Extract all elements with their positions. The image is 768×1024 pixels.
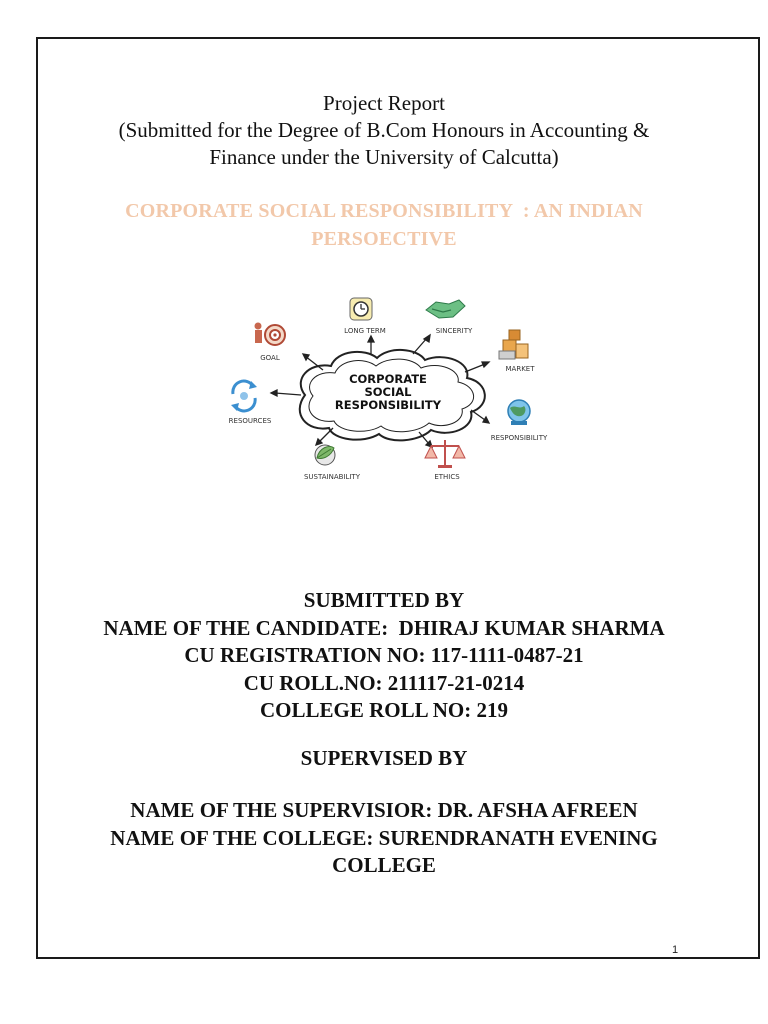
center-line-3: RESPONSIBILITY xyxy=(334,398,442,412)
submitted-block xyxy=(0,587,768,725)
target-icon xyxy=(255,323,286,346)
supervisor-block xyxy=(0,797,768,880)
college-name-line-2: COLLEGE xyxy=(332,853,436,877)
label-sincerity: SINCERITY xyxy=(435,327,473,335)
label-responsibility: RESPONSIBILITY xyxy=(490,434,548,442)
market-icon xyxy=(499,330,528,359)
label-long-term: LONG TERM xyxy=(344,327,386,335)
report-heading: Project Report xyxy=(323,91,445,115)
supervised-heading-block xyxy=(0,745,768,772)
sustainability-icon xyxy=(315,445,335,465)
project-title-line-2: PERSOECTIVE xyxy=(311,228,457,250)
label-resources: RESOURCES xyxy=(228,417,272,425)
submitted-heading: SUBMITTED BY xyxy=(303,588,465,612)
supervised-heading: SUPERVISED BY xyxy=(300,746,468,770)
center-line-1: CORPORATE xyxy=(349,372,427,386)
page-number: 1 xyxy=(671,944,679,956)
supervisor-name: NAME OF THE SUPERVISIOR: DR. AFSHA AFREEN xyxy=(130,798,638,822)
college-roll-number: COLLEGE ROLL NO: 219 xyxy=(260,698,508,722)
project-title xyxy=(0,197,768,253)
roll-number: CU ROLL.NO: 211117-21-0214 xyxy=(243,670,525,695)
clock-icon xyxy=(350,298,372,320)
registration-number: CU REGISTRATION NO: 117-1111-0487-21 xyxy=(184,643,584,667)
globe-icon xyxy=(508,400,530,425)
college-name-line-1: NAME OF THE COLLEGE: SURENDRANATH EVENING xyxy=(110,825,658,850)
candidate-name: NAME OF THE CANDIDATE: DHIRAJ KUMAR SHARMA xyxy=(103,615,665,640)
center-line-2: SOCIAL xyxy=(364,385,412,399)
label-market: MARKET xyxy=(505,365,535,373)
submission-line-2: Finance under the University of Calcutta) xyxy=(209,145,559,169)
title-block xyxy=(0,90,768,171)
submission-line-1: (Submitted for the Degree of B.Com Honours in Accounting & xyxy=(118,118,650,142)
project-title-line-1: CORPORATE SOCIAL RESPONSIBILITY : AN INDIAN xyxy=(125,200,643,222)
recycle-icon xyxy=(231,381,257,411)
central-cloud xyxy=(300,350,485,440)
handshake-icon xyxy=(426,300,465,318)
label-goal: GOAL xyxy=(260,354,280,362)
label-ethics: ETHICS xyxy=(434,473,460,481)
csr-diagram xyxy=(213,290,558,485)
label-sustainability: SUSTAINABILITY xyxy=(303,473,361,481)
